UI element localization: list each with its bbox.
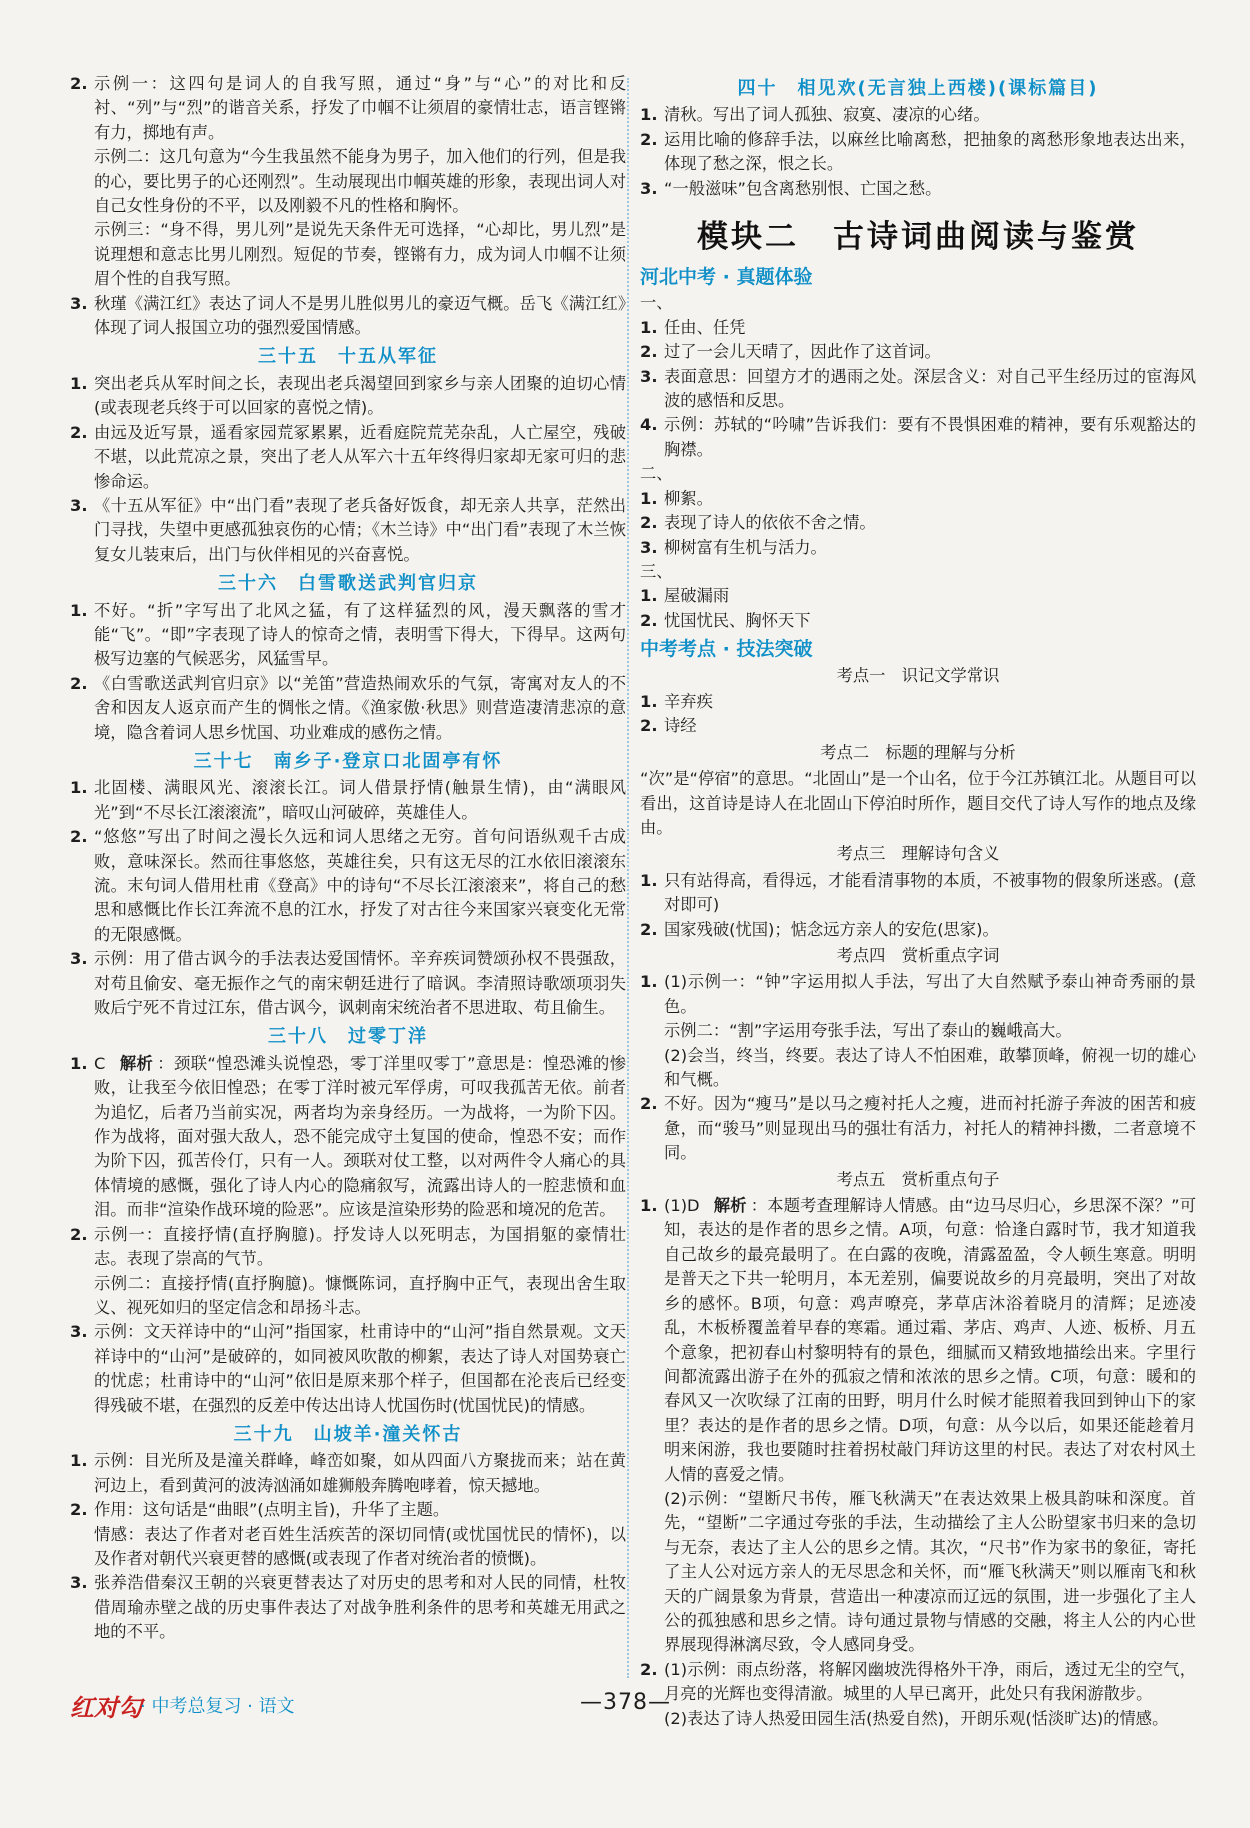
answer-number: 3. <box>640 537 658 557</box>
answer-lead: 示例一：直接抒情(直抒胸臆)。抒发诗人以死明志，为国捐躯的豪情壮志。表现了崇高的气节。 <box>94 1224 626 1269</box>
answer-text <box>664 584 1196 608</box>
answer-item <box>640 316 1196 340</box>
kaodian-5-title: 考点五 赏析重点句子 <box>836 1169 1000 1189</box>
answer-number: 1. <box>70 373 88 393</box>
group-1-label: 一、 <box>640 293 673 313</box>
answer-item <box>70 372 626 421</box>
kaodian-1-answers <box>640 690 1196 739</box>
answer-item <box>70 1320 626 1418</box>
answer-text <box>664 316 1196 340</box>
kaodian-4-answers <box>640 970 1196 1165</box>
answer-number: 1. <box>640 691 658 711</box>
answer-number: 1. <box>640 1196 658 1216</box>
answer-item <box>640 511 1196 535</box>
answer-lead: 示例：文天祥诗中的“山河”指国家，杜甫诗中的“山河”指自然景观。文天祥诗中的“山河”是破碎的，如同被风吹散的柳絮，表达了诗人对国势衰亡的忧虑；杜甫诗中的“山河”依旧是原来那个样子，但国都在沦丧后已经变得残破不堪，在强烈的反差中传达出诗人忧国伤时(忧国忧民)的情感。 <box>94 1322 626 1415</box>
answer-lead: 只有站得高，看得远，才能看清事物的本质，不被事物的假象所迷惑。(意对即可) <box>664 870 1196 915</box>
answer-lead: 《十五从军征》中“出门看”表现了老兵备好饭食，却无亲人共享，茫然出门寻找，失望中更感孤独哀伤的心情；《木兰诗》中“出门看”表现了木兰恢复女儿装束后，出门与伙伴相见的兴奋喜悦。 <box>94 495 626 564</box>
module-title: 模块二 古诗词曲阅读与鉴赏 <box>697 219 1139 256</box>
right-column <box>640 72 1196 1731</box>
answer-item <box>70 1272 626 1321</box>
answer-text <box>94 1449 626 1498</box>
answer-number: 1. <box>640 317 658 337</box>
answer-number: 2. <box>70 74 88 93</box>
answer-text <box>94 218 626 291</box>
section-39-answers <box>70 1449 626 1644</box>
answer-text <box>94 776 626 825</box>
answer-item <box>640 714 1196 738</box>
answer-text <box>94 825 626 947</box>
section-35-title: 三十五 十五从军征 <box>258 346 438 368</box>
answer-item <box>640 1019 1196 1043</box>
answer-text <box>664 690 1196 714</box>
answer-text <box>664 869 1196 918</box>
answer-number: 2. <box>640 919 658 939</box>
answer-number: 1. <box>640 870 658 890</box>
answer-number <box>70 145 94 218</box>
answer-lead: 表面意思：回望方才的遇雨之处。深层含义：对自己平生经历过的宦海风波的感悟和反思。 <box>664 366 1196 411</box>
answer-text <box>94 1223 626 1272</box>
answer-text <box>94 1498 626 1522</box>
answer-text <box>664 128 1196 177</box>
answer-item <box>70 72 626 145</box>
answer-lead: 突出老兵从军时间之长，表现出老兵渴望回到家乡与亲人团聚的迫切心情(或表现老兵终于可以回家的喜悦之情)。 <box>94 373 626 418</box>
analysis-label: 解析 <box>119 1053 154 1073</box>
answer-text <box>94 1571 626 1644</box>
section-bar-techniques: 中考考点 · 技法突破 <box>640 638 813 661</box>
answer-lead: 情感：表达了作者对老百姓生活疾苦的深切同情(或忧国忧民的情怀)，以及作者对朝代兴衰更替的感慨(或表现了作者对统治者的愤慨)。 <box>94 1524 626 1568</box>
answer-text <box>94 947 626 1020</box>
kaodian-5-answers <box>640 1194 1196 1731</box>
answer-item <box>70 218 626 291</box>
answer-number: 2. <box>640 610 658 630</box>
answer-text <box>664 714 1196 738</box>
answer-text <box>94 672 626 745</box>
answer-lead: (1)示例：雨点纷落，将解冈幽坡洗得格外干净，雨后，透过无尘的空气，月亮的光辉也变得清澈。城里的人早已离开，此处只有我闲游散步。 <box>664 1659 1196 1704</box>
answer-item <box>640 128 1196 177</box>
answer-text <box>664 413 1196 462</box>
section-40-title: 四十 相见欢(无言独上西楼)(课标篇目) <box>737 78 1099 99</box>
answer-lead: 由远及近写景，遥看家园荒冢累累，近看庭院荒芜杂乱，人亡屋空，残破不堪，以此荒凉之景，突出了老人从军六十五年终得归家却无家可归的悲惨命运。 <box>94 422 626 491</box>
answer-number <box>70 1523 94 1572</box>
answer-text <box>94 494 626 567</box>
group-1-answers <box>640 316 1196 462</box>
answer-number: 2. <box>640 1094 658 1114</box>
answer-number: 1. <box>70 1451 88 1471</box>
answer-lead: 清秋。写出了词人孤独、寂寞、凄凉的心绪。 <box>664 105 990 125</box>
answer-number <box>640 1044 664 1093</box>
answer-lead: “悠悠”写出了时间之漫长久远和词人思绪之无穷。首句问语纵观千古成败，意味深长。然而往事悠悠，英雄往矣，只有这无尽的江水依旧滚滚东流。末句词人借用杜甫《登高》中的诗句“不尽长江滚滚来”，将自己的愁思和感慨比作长江奔流不息的江水，抒发了对古往今来国家兴衰变化无常的无限感慨。 <box>94 827 626 944</box>
answer-item <box>70 1223 626 1272</box>
answer-lead: 任由、任凭 <box>664 317 746 337</box>
answer-number: 2. <box>640 716 658 736</box>
answer-lead: C <box>94 1053 106 1073</box>
answer-lead: 示例二：“割”字运用夸张手法，写出了泰山的巍峨高大。 <box>664 1021 1072 1041</box>
answer-text <box>664 609 1196 633</box>
answer-item <box>640 869 1196 918</box>
answer-item <box>640 1044 1196 1093</box>
answer-number: 2. <box>640 1659 658 1679</box>
answer-number: 3. <box>70 949 88 969</box>
answer-text <box>94 1320 626 1418</box>
answer-item <box>640 584 1196 608</box>
answer-lead: 屋破漏雨 <box>664 586 730 606</box>
answer-lead: 示例：苏轼的“吟啸”告诉我们：要有不畏惧困难的精神，要有乐观豁达的胸襟。 <box>664 415 1196 459</box>
page-number: —378— <box>580 1690 671 1715</box>
answer-number: 2. <box>640 129 658 149</box>
answer-text <box>664 1194 1196 1487</box>
answer-item <box>640 690 1196 714</box>
answer-item <box>70 776 626 825</box>
answer-lead: 示例一：这四句是词人的自我写照，通过“身”与“心”的对比和反衬、“列”与“烈”的谐音关系，抒发了巾帼不让须眉的豪情壮志，语言铿锵有力，掷地有声。 <box>94 74 626 142</box>
answer-lead: 忧国忧民、胸怀天下 <box>664 610 811 630</box>
answer-number <box>640 1019 664 1043</box>
answer-text <box>94 599 626 672</box>
answer-item <box>70 1052 626 1223</box>
answer-lead: (1)D <box>664 1196 700 1216</box>
answer-lead: 运用比喻的修辞手法，以麻丝比喻离愁，把抽象的离愁形象地表达出来，体现了愁之深，恨之长。 <box>664 129 1196 174</box>
answer-lead: “一般滋味”包含离愁别恨、亡国之愁。 <box>664 178 942 198</box>
answer-item <box>70 145 626 218</box>
answer-lead: 示例二：直接抒情(直抒胸臆)。慷慨陈词，直抒胸中正气，表现出舍生取义、视死如归的坚定信念和昂扬斗志。 <box>94 1273 626 1317</box>
answer-item <box>640 609 1196 633</box>
answer-item <box>640 1092 1196 1165</box>
answer-number: 1. <box>640 586 658 606</box>
answer-lead: 柳树富有生机与活力。 <box>664 537 827 557</box>
answer-number: 3. <box>640 366 658 386</box>
answer-lead: 作用：这句话是“曲眼”(点明主旨)，升华了主题。 <box>94 1500 450 1520</box>
answer-item <box>70 947 626 1020</box>
kaodian-2-title: 考点二 标题的理解与分析 <box>820 742 1016 762</box>
answer-number: 4. <box>640 415 658 435</box>
answer-lead: (2)表达了诗人热爱田园生活(热爱自然)，开朗乐观(恬淡旷达)的情感。 <box>664 1708 1169 1728</box>
answer-number <box>70 1272 94 1321</box>
answer-lead: 柳絮。 <box>664 488 713 508</box>
answer-lead: (2)示例：“望断尺书传，雁飞秋满天”在表达效果上极具韵味和深度。首先，“望断”二字通过夸张的手法，生动描绘了主人公盼望家书归来的急切与无奈，表达了主人公的思乡之情。其次，“尺书”作为家书的象征，寄托了主人公对远方亲人的无尽思念和关怀，而“雁飞秋满天”则以雁南飞和秋天的广阔景象为背景，营造出一种凄凉而辽远的氛围，进一步强化了主人公的孤独感和思乡之情。诗句通过景物与情感的交融，将主人公的内心世界展现得淋漓尽致，令人感同身受。 <box>664 1488 1196 1655</box>
answer-item <box>640 970 1196 1019</box>
group-3-answers <box>640 584 1196 633</box>
left-column <box>70 72 626 1645</box>
answer-text <box>94 421 626 494</box>
answer-text <box>94 145 626 218</box>
answer-item <box>70 1523 626 1572</box>
answer-text <box>664 1044 1196 1093</box>
answer-text <box>94 372 626 421</box>
answer-lead: 不好。因为“瘦马”是以马之瘦衬托人之瘦，进而衬托游子奔波的困苦和疲惫，而“骏马”则显现出马的强壮有活力，衬托人的精神抖擞，二者意境不同。 <box>664 1094 1196 1163</box>
answer-item <box>640 1194 1196 1487</box>
book-series: · 中考总复习 · 语文 <box>140 1696 295 1717</box>
answer-lead: 北固楼、满眼风光、滚滚长江。词人借景抒情(触景生情)，由“满眼风光”到“不尽长江滚滚流”，暗叹山河破碎，英雄佳人。 <box>94 778 626 822</box>
answer-number: 2. <box>640 513 658 533</box>
answer-item <box>70 1498 626 1522</box>
answer-number: 1. <box>640 972 658 992</box>
answer-text <box>664 970 1196 1019</box>
analysis-text: ：颈联“惶恐滩头说惶恐，零丁洋里叹零丁”意思是：惶恐滩的惨败，让我至今依旧惶恐；在零丁洋时被元军俘虏，可叹我孤苦无依。前者为追忆，后者乃当前实况，两者均为亲身经历。一为战将，一为阶下囚。作为战将，面对强大敌人，恐不能完成守土复国的使命，惶恐不安；而作为阶下囚，孤苦伶仃，只有一人。颈联对仗工整，以对两件令人痛心的具体情境的感慨，强化了诗人内心的隐痛叙写，流露出诗人的一腔悲愤和血泪。而非“渲染作战环境的险恶”。应该是渲染形势的险恶和境况的危苦。 <box>94 1053 626 1220</box>
answer-item <box>70 292 626 341</box>
answer-number: 2. <box>70 1500 88 1520</box>
answer-text <box>664 511 1196 535</box>
answer-lead: (2)会当，终当，终要。表达了诗人不怕困难，敢攀顶峰，俯视一切的雄心和气概。 <box>664 1045 1196 1090</box>
answer-number: 1. <box>640 488 658 508</box>
section-bar-real-exam: 河北中考 · 真题体验 <box>640 266 813 289</box>
answer-number: 1. <box>70 778 88 798</box>
section-38-answers <box>70 1052 626 1418</box>
section-39-title: 三十九 山坡羊·潼关怀古 <box>233 1423 463 1445</box>
answer-item <box>70 1449 626 1498</box>
answer-item <box>640 413 1196 462</box>
answer-number: 3. <box>70 293 88 313</box>
answer-text <box>664 918 1196 942</box>
answer-lead: 表现了诗人的依依不舍之情。 <box>664 513 876 533</box>
kaodian-2-text: “次”是“停宿”的意思。“北固山”是一个山名，位于今江苏镇江北。从题目可以看出，这首诗是诗人在北固山下停泊时所作，题目交代了诗人写作的地点及缘由。 <box>640 769 1196 837</box>
brand-logo: 红对勾 <box>70 1694 142 1722</box>
answer-lead: 不好。“折”字写出了北风之猛，有了这样猛烈的风，漫天飘落的雪才能“飞”。“即”字表现了诗人的惊奇之情，表明雪下得大，下得早。这两句极写边塞的气候恶劣，风猛雪早。 <box>94 600 626 669</box>
section-36-answers <box>70 599 626 745</box>
page-footer <box>70 1688 1180 1728</box>
kaodian-1-title: 考点一 识记文学常识 <box>836 665 1000 685</box>
answer-number: 2. <box>70 1224 88 1244</box>
answer-text <box>664 536 1196 560</box>
answer-lead: 秋瑾《满江红》表达了词人不是男儿胜似男儿的豪迈气概。岳飞《满江红》体现了词人报国立功的强烈爱国情感。 <box>94 293 626 338</box>
answer-text <box>664 1019 1196 1043</box>
section-37-title: 三十七 南乡子·登京口北固亭有怀 <box>193 750 503 772</box>
analysis-text: ：本题考查理解诗人情感。由“边马尽归心，乡思深不深？”可知，表达的是作者的思乡之情。A项，句意：恰逢白露时节，我才知道我自己故乡的最亮最明了。在白露的夜晚，清露盈盈，令人顿生寒意。明明是普天之下共一轮明月，本无差别，偏要说故乡的月亮最明，突出了对故乡的感怀。B项，句意：鸡声嘹亮，茅草店沐浴着晓月的清辉；足迹凌乱，木板桥覆盖着早春的寒霜。通过霜、茅店、鸡声、人迹、板桥、月五个意象，把初春山村黎明特有的景色，细腻而又精致地描绘出来。字里行间都流露出游子在外的孤寂之情和浓浓的思乡之情。C项，句意：暖和的春风又一次吹绿了江南的田野，明月什么时候才能照着我回到钟山下的家里？表达的是作者的思乡之情。D项，句意：从今以后，如果还能趁着月明来闲游，我也要随时拄着拐杖敲门拜访这里的村民。表达了对农村风土人情的喜爱之情。 <box>664 1196 1196 1484</box>
section-35-answers <box>70 372 626 567</box>
answer-number <box>640 1487 664 1658</box>
answer-number: 2. <box>70 827 88 847</box>
answer-text <box>94 1523 626 1572</box>
group-2-label: 二、 <box>640 464 673 484</box>
answer-number: 3. <box>70 1573 88 1593</box>
answer-item <box>70 599 626 672</box>
answer-text <box>94 1052 626 1223</box>
section-36-title: 三十六 白雪歌送武判官归京 <box>218 573 478 595</box>
answer-text <box>664 340 1196 364</box>
answer-number: 1. <box>640 105 658 125</box>
answer-item <box>70 672 626 745</box>
answer-item <box>70 825 626 947</box>
answer-number: 2. <box>70 673 88 693</box>
answer-item <box>640 1487 1196 1658</box>
group-2-answers <box>640 487 1196 560</box>
answer-item <box>640 536 1196 560</box>
answer-lead: 过了一会儿天晴了，因此作了这首词。 <box>664 342 941 362</box>
section-37-answers <box>70 776 626 1020</box>
answer-number: 1. <box>70 1053 88 1073</box>
kaodian-4-title: 考点四 赏析重点字词 <box>836 946 1000 965</box>
column-divider <box>627 78 629 1678</box>
answer-item <box>640 340 1196 364</box>
kaodian-3-title: 考点三 理解诗句含义 <box>836 844 1000 864</box>
answer-lead: 张养浩借秦汉王朝的兴衰更替表达了对历史的思考和对人民的同情，杜牧借周瑜赤壁之战的历史事件表达了对战争胜利条件的思考和英雄无用武之地的不平。 <box>94 1573 626 1642</box>
answer-number: 1. <box>70 600 88 620</box>
answer-text <box>94 292 626 341</box>
answer-item <box>640 177 1196 201</box>
answer-lead: 《白雪歌送武判官归京》以“羌笛”营造热闹欢乐的气氛，寄寓对友人的不舍和因友人返京而产生的惆怅之情。《渔家傲·秋思》则营造凄清悲凉的意境，隐含着词人思乡忧国、功业难成的感伤之情。 <box>94 673 626 742</box>
analysis-label: 解析 <box>713 1196 747 1216</box>
answer-item <box>640 103 1196 127</box>
kaodian-3-answers <box>640 869 1196 942</box>
answer-number: 3. <box>640 178 658 198</box>
answer-lead: 示例三：“身不得，男儿列”是说先天条件无可选择，“心却比，男儿烈”是说理想和意志比男儿刚烈。短促的节奏，铿锵有力，成为词人巾帼不让须眉个性的自我写照。 <box>94 220 626 289</box>
answer-lead: 国家残破(忧国)；惦念远方亲人的安危(思家)。 <box>664 919 999 939</box>
answer-lead: (1)示例一：“钟”字运用拟人手法，写出了大自然赋予泰山神奇秀丽的景色。 <box>664 972 1196 1016</box>
section-38-title: 三十八 过零丁洋 <box>268 1026 428 1048</box>
answer-text <box>94 72 626 145</box>
answer-text <box>664 177 1196 201</box>
answer-lead: 示例：用了借古讽今的手法表达爱国情怀。辛弃疾词赞颂孙权不畏强敌，对苟且偷安、毫无振作之气的南宋朝廷进行了暗讽。李清照诗歌颂项羽失败后宁死不肯过江东，借古讽今，讽刺南宋统治者不思进取、苟且偷生。 <box>94 949 626 1018</box>
answer-item <box>640 918 1196 942</box>
answer-number: 2. <box>640 342 658 362</box>
answer-text <box>664 487 1196 511</box>
answer-text <box>664 1487 1196 1658</box>
answer-item <box>70 494 626 567</box>
answer-text <box>664 365 1196 414</box>
answer-number: 2. <box>70 422 88 442</box>
answer-number <box>70 218 94 291</box>
answer-text <box>94 1272 626 1321</box>
answer-item <box>70 1571 626 1644</box>
answer-lead: 示例二：这几句意为“今生我虽然不能身为男子，加入他们的行列，但是我的心，要比男子的心还刚烈”。生动展现出巾帼英雄的形象，表现出词人对自己女性身份的不平，以及刚毅不凡的性格和胸怀。 <box>94 147 626 216</box>
section-40-answers <box>640 103 1196 201</box>
group-3-label: 三、 <box>640 561 673 581</box>
answer-item <box>640 487 1196 511</box>
q34-answers <box>70 72 626 340</box>
answer-text <box>664 1092 1196 1165</box>
answer-item <box>640 365 1196 414</box>
answer-number: 3. <box>70 1322 88 1342</box>
answer-text <box>664 103 1196 127</box>
answer-number: 3. <box>70 495 88 515</box>
answer-lead: 诗经 <box>664 716 697 736</box>
answer-item <box>70 421 626 494</box>
answer-lead: 辛弃疾 <box>664 691 713 711</box>
answer-lead: 示例：目光所及是潼关群峰，峰峦如聚，如从四面八方聚拢而来；站在黄河边上，看到黄河的波涛汹涌如雄狮般奔腾咆哮着，惊天撼地。 <box>94 1451 626 1495</box>
